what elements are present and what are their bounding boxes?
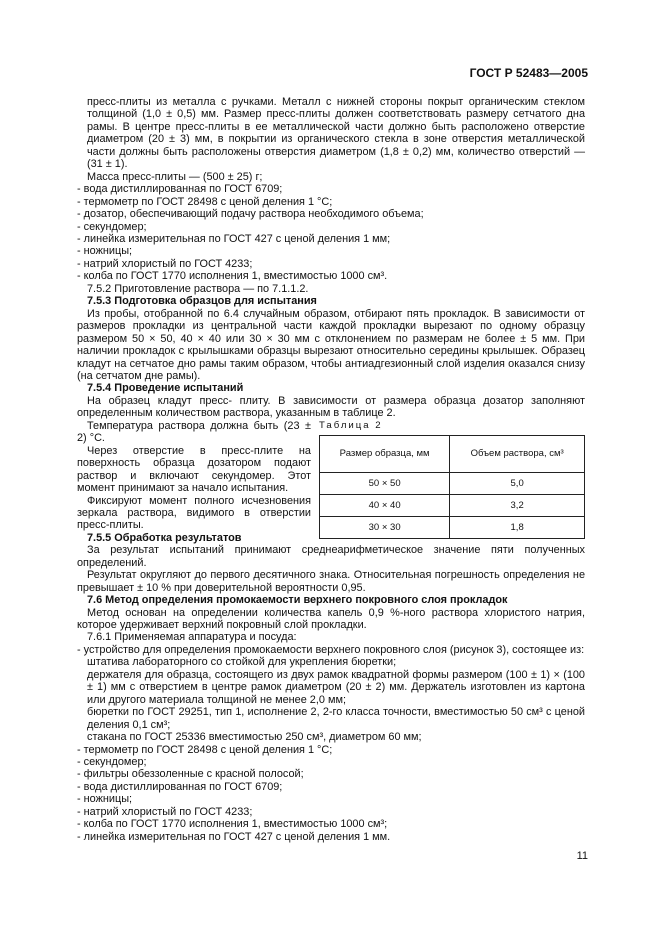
list-item: - вода дистиллированная по ГОСТ 6709; [77, 780, 283, 793]
list-item: - термометр по ГОСТ 28498 с ценой деления 1 °С; [77, 195, 333, 208]
table-cell: 40 × 40 [320, 495, 450, 517]
paragraph: Результат округляют до первого десятичного знака. Относительная погрешность определения не превышает ± 10 % при доверительной вероятности 0,95. [77, 569, 585, 594]
paragraph: Фиксируют момент полного исчезновения зеркала раствора, видимого в отверстии пресс-плиты. [77, 494, 311, 532]
section-heading: 7.6 Метод определения промокаемости верхнего покровного слоя прокладок [87, 594, 508, 607]
paragraph: На образец кладут пресс- плиту. В зависимости от размера образца дозатор заполняют определенным количеством раствора, указанным в таблице 2. [77, 394, 585, 420]
paragraph: За результат испытаний принимают среднеарифметическое значение пяти полученных определений. [77, 544, 585, 569]
list-item: - устройство для определения промокаемости верхнего покровного слоя (рисунок 3), состоящее из: [77, 643, 585, 656]
list-item: - колба по ГОСТ 1770 исполнения 1, вместимостью 1000 см³; [77, 818, 388, 831]
paragraph: Из пробы, отобранной по 6.4 случайным образом, отбирают пять прокладок. В зависимости от размеров прокладки из центральной части каждой прокладки вырезают по одному образцу размером 50 × 50, 40 × 40 или 30 × 30 мм с отклонением по размерам не более ± 5 мм. При наличии прокладок с крылышками образцы вырезают относительно середины крылышек. Образец кладут на сетчатое дно рамы таким образом, чтобы антиадгезионный слой изделия оказался снизу (на сетчатом дне рамы). [77, 307, 585, 382]
table-header-cell: Размер образца, мм [320, 436, 450, 473]
table-row [320, 517, 585, 539]
table-cell: 3,2 [450, 495, 585, 517]
list-item: - фильтры обеззоленные с красной полосой; [77, 768, 304, 781]
list-item: - секундомер; [77, 220, 147, 233]
table-caption: Таблица 2 [319, 419, 383, 431]
document-code: ГОСТ Р 52483—2005 [469, 66, 588, 80]
table-header-row [320, 436, 585, 473]
table-row [320, 495, 585, 517]
list-item: - линейка измерительная по ГОСТ 427 с ценой деления 1 мм; [77, 232, 391, 245]
paragraph: пресс-плиты из металла с ручками. Металл с нижней стороны покрыт органическим стеклом толщиной (1,0 ± 0,5) мм. Размер пресс-плиты должен соответствовать размеру сетчатого дна рамы. В центре пресс-плиты в ее металлической части должно быть расположено отверстие диаметром (20 ± 3) мм, в покрытии из органического стекла в зоне отверстия металлической части должны быть расположены отверстия диаметром (1,8 ± 0,2) мм, количество отверстий — (31 ± 1). [87, 96, 585, 171]
table-cell: 1,8 [450, 517, 585, 539]
section-heading: 7.5.4 Проведение испытаний [87, 382, 244, 395]
list-item: - линейка измерительная по ГОСТ 427 с ценой деления 1 мм. [77, 830, 391, 843]
list-subitem: бюретки по ГОСТ 29251, тип 1, исполнение 2, 2-го класса точности, вместимостью 50 см³ с ценой деления 0,1 см³; [87, 706, 585, 731]
table-cell: 50 × 50 [320, 473, 450, 495]
list-subitem: держателя для образца, состоящего из двух рамок квадратной формы размером (100 ± 1) × (100 ± 1) мм с отверстием в центре рамок диаметром (20 ± 2) мм. Держатель изготовлен из картона или другого материала толщиной не менее 2,0 мм; [87, 668, 585, 706]
list-item: - термометр по ГОСТ 28498 с ценой деления 1 °С; [77, 743, 333, 756]
list-item: - ножницы; [77, 793, 133, 806]
list-item: - секундомер; [77, 756, 147, 769]
paragraph: Масса пресс-плиты — (500 ± 25) г; [87, 170, 263, 183]
list-item: - колба по ГОСТ 1770 исполнения 1, вместимостью 1000 см³. [77, 270, 388, 283]
list-item: - натрий хлористый по ГОСТ 4233; [77, 257, 253, 270]
table-cell: 30 × 30 [320, 517, 450, 539]
list-subitem: штатива лабораторного со стойкой для укрепления бюретки; [87, 656, 397, 669]
table-2 [319, 420, 585, 539]
table-row [320, 473, 585, 495]
paragraph: Метод основан на определении количества капель 0,9 %-ного раствора хлористого натрия, которое удерживает верхний покровный слой прокладки. [77, 606, 585, 632]
data-table [319, 435, 585, 539]
list-item: - ножницы; [77, 245, 133, 258]
paragraph: 7.5.2 Приготовление раствора — по 7.1.1.2. [87, 282, 309, 295]
paragraph: Температура раствора должна быть (23 ± 2) °С. [77, 419, 311, 445]
list-item: - натрий хлористый по ГОСТ 4233; [77, 805, 253, 818]
list-item: - дозатор, обеспечивающий подачу раствора необходимого объема; [77, 208, 424, 221]
paragraph: 7.6.1 Применяемая аппаратура и посуда: [87, 631, 297, 644]
list-item: - вода дистиллированная по ГОСТ 6709; [77, 183, 283, 196]
table-cell: 5,0 [450, 473, 585, 495]
page-number: 11 [576, 850, 588, 862]
paragraph: Через отверстие в пресс-плите на поверхность образца дозатором подают раствор и включают секундомер. Этот момент принимают за начало испытания. [77, 444, 311, 495]
section-heading: 7.5.5 Обработка результатов [87, 531, 242, 544]
table-header-cell: Объем раствора, см³ [450, 436, 585, 473]
list-subitem: стакана по ГОСТ 25336 вместимостью 250 см³, диаметром 60 мм; [87, 731, 422, 744]
page-body [77, 96, 585, 843]
section-heading: 7.5.3 Подготовка образцов для испытания [87, 295, 317, 308]
